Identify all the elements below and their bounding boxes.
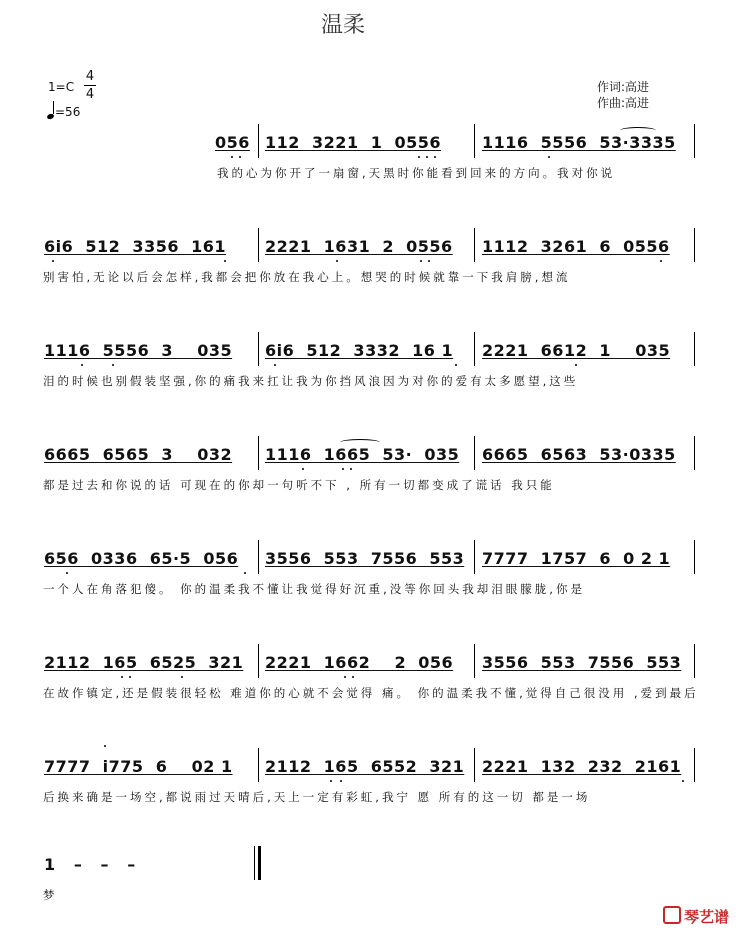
low-octave-dot [344,676,346,678]
slur-mark [340,439,380,446]
measure: 1116 5556 53·3335 [482,133,676,152]
measure: 6i6 512 3332 16 1 [265,341,454,360]
low-octave-dot [239,156,241,158]
bar-line [694,124,695,158]
low-octave-dot [129,676,131,678]
measure: 2221 132 232 2161 [482,757,682,776]
lyric-line: 梦 [43,888,58,902]
low-octave-dot [455,364,457,366]
bar-line [694,228,695,262]
measure: 3556 553 7556 553 [482,653,682,672]
measure-pickup: 056 [215,133,250,152]
measure: 1112 3261 6 0556 [482,237,670,256]
low-octave-dot [342,468,344,470]
measure: 112 3221 1 0556 [265,133,442,152]
slur-mark [620,127,656,134]
measure: 2221 1662 2 056 [265,653,454,672]
composer-credit: 作曲:高进 [597,96,650,110]
tempo-value: =56 [55,105,81,119]
measure: 1 – – – [44,855,136,874]
low-octave-dot [352,676,354,678]
final-bar-line-thin [254,846,255,880]
low-octave-dot [244,572,246,574]
score-system-6 [0,644,741,724]
measure: 2112 165 6552 321 [265,757,465,776]
lyric-line: 都是过去和你说的话 可现在的你却一句听不下 , 所有一切都变成了谎话 我只能 [43,478,555,492]
lyricist-credit: 作词:高进 [597,80,650,94]
measure: 656 0336 65·5 056 [44,549,239,568]
bar-line [258,748,259,782]
bar-line [474,748,475,782]
score-system-2 [0,228,741,308]
measure: 7777 1757 6 0 2 1 [482,549,671,568]
low-octave-dot [224,260,226,262]
bar-line [258,124,259,158]
measure: 3556 553 7556 553 [265,549,465,568]
bar-line [694,644,695,678]
bar-line [694,540,695,574]
bar-line [694,436,695,470]
key-signature: 1=C [48,80,75,94]
lyric-line: 在故作镇定,还是假装很轻松 难道你的心就不会觉得 痛。 你的温柔我不懂,觉得自己很没用 ,爱到最后 [43,686,699,700]
lyric-line: 别害怕,无论以后会怎样,我都会把你放在我心上。想哭的时候就靠一下我肩膀,想流 [43,270,571,284]
bar-line [258,540,259,574]
low-octave-dot [660,260,662,262]
time-signature-bottom: 4 [85,87,95,102]
low-octave-dot [274,364,276,366]
bar-line [474,332,475,366]
score-system-5 [0,540,741,620]
tempo-marking [47,103,80,119]
site-logo [663,904,729,927]
bar-line [258,436,259,470]
score-system-8 [0,846,741,926]
low-octave-dot [112,364,114,366]
final-bar-line-thick [258,846,261,880]
measure: 1116 5556 3 035 [44,341,233,360]
lyric-line: 一个人在角落犯傻。 你的温柔我不懂让我觉得好沉重,没等你回头我却泪眼朦胧,你是 [43,582,585,596]
low-octave-dot [302,468,304,470]
score-system-7 [0,748,741,828]
low-octave-dot [181,676,183,678]
low-octave-dot [428,260,430,262]
note-stem-icon [53,101,54,114]
measure: 6665 6563 53·0335 [482,445,676,464]
low-octave-dot [418,156,420,158]
measure: 2221 1631 2 0556 [265,237,453,256]
low-octave-dot [340,780,342,782]
bar-line [694,332,695,366]
measure: 2112 165 6525 321 [44,653,244,672]
high-octave-dot [104,745,106,747]
low-octave-dot [548,156,550,158]
bar-line [694,748,695,782]
low-octave-dot [420,260,422,262]
score-system-3 [0,332,741,412]
lyric-line: 后换来确是一场空,都说雨过天晴后,天上一定有彩虹,我宁 愿 所有的这一切 都是一场 [43,790,591,804]
measure: 7777 i775 6 02 1 [44,757,233,776]
time-signature-divider [84,85,96,86]
low-octave-dot [434,156,436,158]
low-octave-dot [121,676,123,678]
low-octave-dot [66,572,68,574]
score-system-4 [0,436,741,516]
low-octave-dot [336,260,338,262]
low-octave-dot [330,780,332,782]
low-octave-dot [52,260,54,262]
bar-line [258,228,259,262]
bar-line [258,644,259,678]
measure: 2221 6612 1 035 [482,341,671,360]
logo-text: 琴艺谱 [683,908,729,926]
lyric-line: 我的心为你开了一扇窗,天黑时你能看到回来的方向。我对你说 [217,166,616,180]
logo-icon [663,906,681,924]
bar-line [474,228,475,262]
time-signature [84,69,96,102]
bar-line [474,644,475,678]
score-system-1 [0,124,741,204]
low-octave-dot [231,156,233,158]
measure: 6665 6565 3 032 [44,445,233,464]
bar-line [258,332,259,366]
low-octave-dot [426,156,428,158]
time-signature-top: 4 [85,69,95,84]
song-title: 温柔 [321,13,366,38]
bar-line [474,540,475,574]
low-octave-dot [81,364,83,366]
quarter-note-icon [46,113,54,120]
low-octave-dot [350,468,352,470]
measure: 6i6 512 3356 161 [44,237,226,256]
bar-line [474,436,475,470]
bar-line [474,124,475,158]
lyric-line: 泪的时候也别假装坚强,你的痛我来扛让我为你挡风浪因为对你的爱有太多愿望,这些 [43,374,579,388]
low-octave-dot [682,780,684,782]
low-octave-dot [575,364,577,366]
measure: 1116 1665 53· 035 [265,445,460,464]
